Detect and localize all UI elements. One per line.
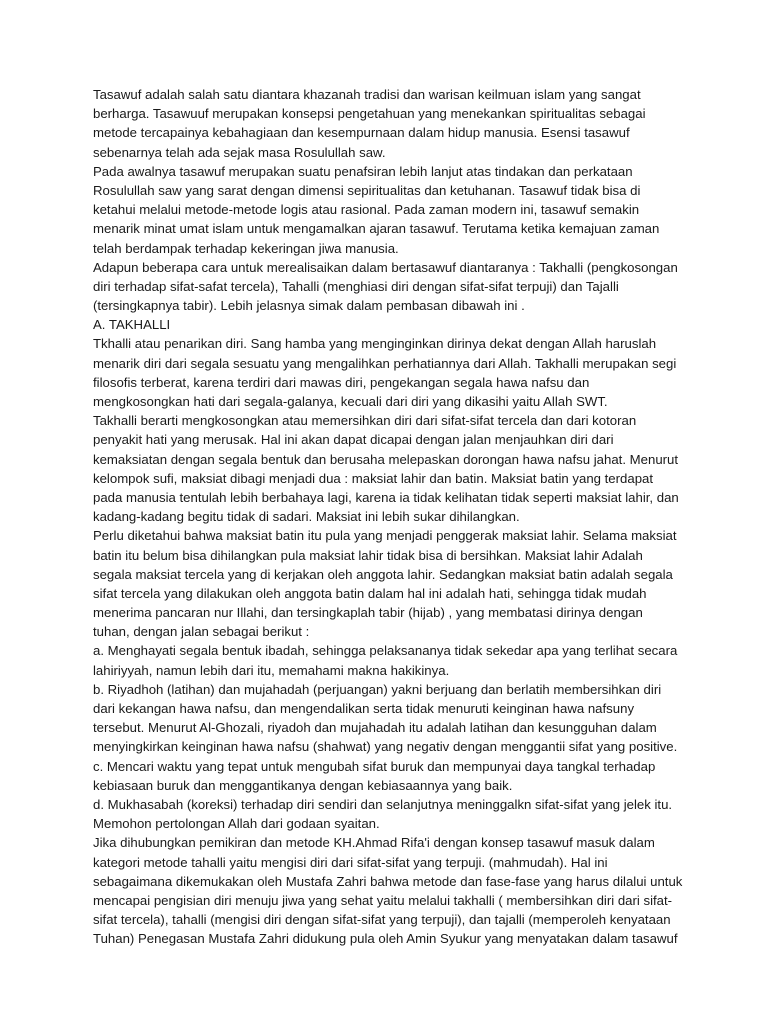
document-text-line: Adapun beberapa cara untuk merealisaikan dalam bertasawuf diantaranya : Takhalli (pengkosongan [93,259,678,275]
document-text-line: ketahui melalui metode-metode logis atau rasional. Pada zaman modern ini, tasawuf semakin [93,202,640,218]
document-text-line: kategori metode tahalli yaitu mengisi diri dari sifat-sifat yang terpuji. (mahmudah). Hal ini [93,854,608,870]
document-text-line: mengkosongkan hati dari segala-galanya, kecuali dari diri yang dikasihi yaitu Allah SWT. [93,394,608,409]
document-text-line: A. TAKHALLI [93,317,171,333]
document-text-line: dari kekangan hawa nafsu, dan mengendalikan serta tidak menuruti keinginan hawa nafsuny [93,701,635,716]
document-text-line: mencapai pengisian diri menuju jiwa yang sehat yaitu melalui takhalli ( membersihkan diri dari sifat- [93,892,673,908]
document-text-line: kelompok sufi, maksiat dibagi menjadi dua : maksiat lahir dan batin. Maksiat batin yang terdapat [93,470,654,486]
document-text-line: sifat tercela), tahalli (mengisi diri dengan sifat-sifat yang terpuji), dan tajalli (memperoleh kenyataan [93,912,671,928]
document-text-line: Takhalli berarti mengkosongkan atau memersihkan diri dari sifat-sifat tercela dan dari kotoran [93,413,637,429]
document-text-line: (tersingkapnya tabir). Lebih jelasnya simak dalam pembasan dibawah ini . [93,298,525,314]
document-text-line: a. Menghayati segala bentuk ibadah, sehingga pelaksananya tidak sekedar apa yang terlihat secara [93,643,678,659]
document-text-line: Tkhalli atau penarikan diri. Sang hamba yang menginginkan dirinya dekat dengan Allah haruslah [93,336,657,352]
document-text-line: Tasawuf adalah salah satu diantara khazanah tradisi dan warisan keilmuan islam yang sangat [93,87,641,102]
document-text-line: kemaksiatan dengan segala bentuk dan berusaha melepaskan dorongan hawa nafsu jahat. Menurut [93,451,679,467]
document-text-line: berharga. Tasawuuf merupakan konsepsi pengetahuan yang menekankan spiritualitas sebagai [93,106,646,122]
document-text-line: kebiasaan buruk dan menggantikanya dengan kebiasaannya yang baik. [93,777,513,793]
document-text-line: telah berdampak terhadap kekeringan jiwa manusia. [93,240,399,256]
document-text-line: tuhan, dengan jalan sebagai berikut : [93,624,310,640]
document-text-line: menarik minat umat islam untuk mengamalkan ajaran tasawuf. Terutama ketika kemajuan zaman [93,221,660,237]
document-text-line: sifat tercela yang dilakukan oleh anggota batin dalam hal ini adalah hati, sehingga tidak mudah [93,585,647,601]
document-text-line: Perlu diketahui bahwa maksiat batin itu pula yang menjadi penggerak maksiat lahir. Selama maksiat [93,528,677,544]
document-text-line: penyakit hati yang merusak. Hal ini akan dapat dicapai dengan jalan menjauhkan diri dari [93,432,614,448]
document-text-line: tersebut. Menurut Al-Ghozali, riyadoh dan mujahadah itu adalah latihan dan kesungguhan dalam [93,720,657,736]
document-text-line: Rosulullah saw yang sarat dengan dimensi sepiritualitas dan ketuhanan. Tasawuf tidak bisa di [93,182,641,198]
document-text-line: b. Riyadhoh (latihan) dan mujahadah (perjuangan) yakni berjuang dan berlatih membersihkan diri [93,681,662,697]
document-text-line: sebenarnya telah ada sejak masa Rosulullah saw. [93,144,386,160]
document-text-line: batin itu belum bisa dihilangkan pula maksiat lahir tidak bisa di bersihkan. Maksiat lahir Adalah [93,547,643,563]
document-text-line: pada manusia tentulah lebih berbahaya lagi, karena ia tidak kelihatan tidak seperti maksiat lahir, dan [93,489,679,505]
document-text-line: menarik diri dari segala sesuatu yang mengalihkan perhatiannya dari Allah. Takhalli merupakan segi [93,355,677,371]
document-text-line: d. Mukhasabah (koreksi) terhadap diri sendiri dan selanjutnya meninggalkn sifat-sifat yang jelek itu. [93,796,673,812]
document-text-line: c. Mencari waktu yang tepat untuk mengubah sifat buruk dan mempunyai daya tangkal terhadap [93,758,656,774]
document-text-line: filosofis terberat, karena terdiri dari mawas diri, pengekangan segala hawa nafsu dan [93,374,590,390]
document-text-line: lahiriyyah, namun lebih dari itu, memahami makna hakikinya. [93,662,450,678]
document-text-line: segala maksiat tercela yang di kerjakan oleh anggota lahir. Sedangkan maksiat batin adalah segala [93,566,673,582]
document-text-line: Pada awalnya tasawuf merupakan suatu penafsiran lebih lanjut atas tindakan dan perkataan [93,163,633,179]
document-body [93,85,683,948]
document-text-line: diri terhadap sifat-safat tercela), Tahalli (menghiasi diri dengan sifat-sifat terpuji) dan Tajalli [93,278,619,294]
document-text-line: Tuhan) Penegasan Mustafa Zahri didukung pula oleh Amin Syukur yang menyatakan dalam tasawuf [93,931,678,947]
document-text-line: menerima pancaran nur Illahi, dan tersingkaplah tabir (hijab) , yang membatasi dirinya dengan [93,605,643,621]
document-text-line: metode tercapainya kebahagiaan dan kesempurnaan dalam hidup manusia. Esensi tasawuf [93,125,630,141]
document-text-line: Memohon pertolongan Allah dari godaan syaitan. [93,816,380,832]
document-text-line: Jika dihubungkan pemikiran dan metode KH.Ahmad Rifa'i dengan konsep tasawuf masuk dalam [93,835,655,851]
document-text-line: menyingkirkan keinginan hawa nafsu (shahwat) yang negativ dengan menggantii sifat yang positive. [93,739,678,755]
document-text-line: sebagaimana dikemukakan oleh Mustafa Zahri bahwa metode dan fase-fase yang harus dilalui untuk [93,873,683,889]
document-text-line: kadang-kadang begitu tidak di sadari. Maksiat ini lebih sukar dihilangkan. [93,509,520,525]
